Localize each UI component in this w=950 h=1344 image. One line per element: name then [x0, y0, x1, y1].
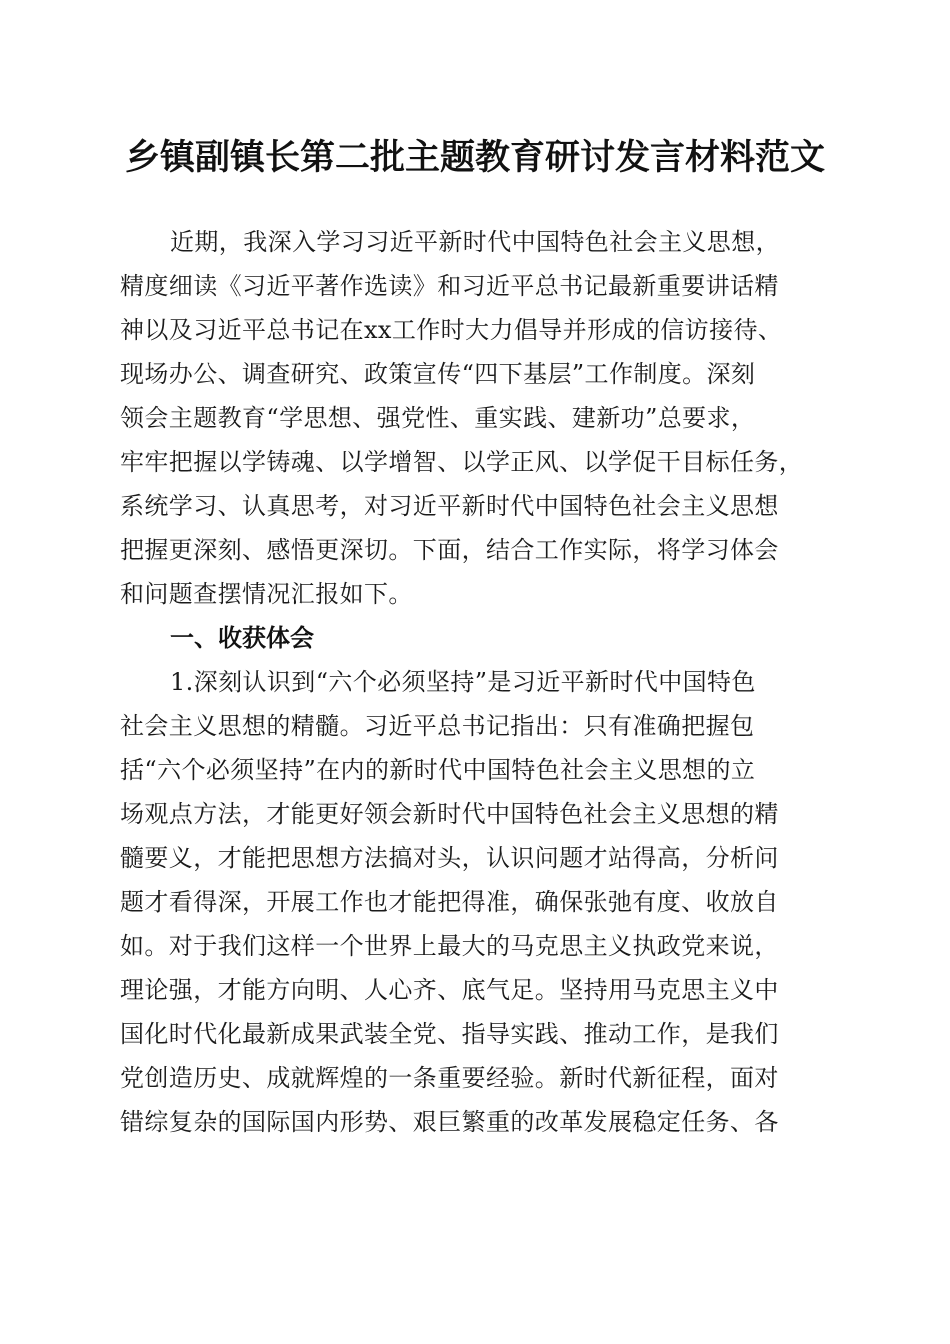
intro-line: 近期，我深入学习习近平新时代中国特色社会主义思想， — [170, 228, 780, 256]
point1-line: 国化时代化最新成果武装全党、指导实践、推动工作，是我们 — [120, 1020, 779, 1048]
document-title: 乡镇副镇长第二批主题教育研讨发言材料范文 — [124, 137, 825, 178]
point1-line: 理论强，才能方向明、人心齐、底气足。坚持用马克思主义中 — [120, 976, 779, 1004]
point1-line: 题才看得深，开展工作也才能把得准，确保张弛有度、收放自 — [120, 888, 779, 916]
intro-line: 领会主题教育“学思想、强党性、重实践、建新功”总要求， — [120, 404, 756, 432]
point1-line: 社会主义思想的精髓。习近平总书记指出：只有准确把握包 — [120, 712, 755, 740]
intro-line: 牢牢把握以学铸魂、以学增智、以学正风、以学促干目标任务， — [120, 448, 804, 476]
point1-line: 如。对于我们这样一个世界上最大的马克思主义执政党来说， — [120, 932, 779, 960]
intro-line: 把握更深刻、感悟更深切。下面，结合工作实际，将学习体会 — [120, 536, 779, 564]
intro-line: 精度细读《习近平著作选读》和习近平总书记最新重要讲话精 — [120, 272, 779, 300]
point1-line: 括“六个必须坚持”在内的新时代中国特色社会主义思想的立 — [120, 756, 756, 784]
intro-line: 系统学习、认真思考，对习近平新时代中国特色社会主义思想 — [120, 492, 779, 520]
point1-line: 党创造历史、成就辉煌的一条重要经验。新时代新征程，面对 — [120, 1064, 779, 1092]
intro-line: 和问题查摆情况汇报如下。 — [120, 580, 413, 608]
intro-line: 现场办公、调查研究、政策宣传“四下基层”工作制度。深刻 — [120, 360, 756, 388]
section-heading: 一、收获体会 — [170, 624, 314, 652]
point1-line: 场观点方法，才能更好领会新时代中国特色社会主义思想的精 — [120, 800, 779, 828]
point1-line: 髓要义，才能把思想方法搞对头，认识问题才站得高，分析问 — [120, 844, 779, 872]
intro-line: 神以及习近平总书记在xx工作时大力倡导并形成的信访接待、 — [120, 316, 783, 344]
point1-line: 错综复杂的国际国内形势、艰巨繁重的改革发展稳定任务、各 — [120, 1108, 779, 1136]
point1-line: 1.深刻认识到“六个必须坚持”是习近平新时代中国特色 — [170, 668, 756, 696]
